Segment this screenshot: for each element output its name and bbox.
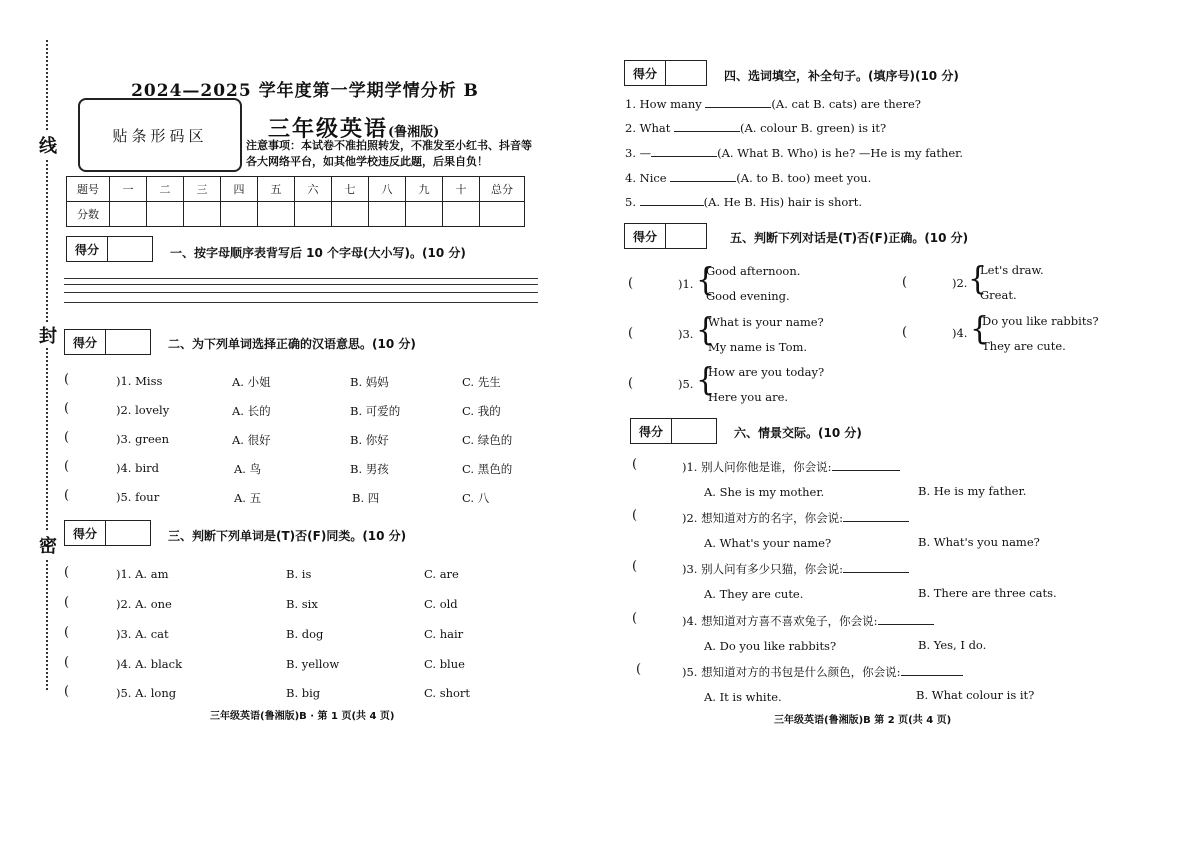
question-option-a: )3. A. cat [116,627,169,641]
option-a: A. What's your name? [704,536,832,550]
answer-paren[interactable]: ( [628,376,634,391]
score-table-header [67,177,525,202]
option-a: A. 长的 [232,404,271,418]
option-c: C. hair [424,627,464,641]
score-cell[interactable] [480,202,525,227]
dialogue-number: )4. [952,326,968,340]
binding-char-feng: 封 [38,322,58,348]
option-c: C. 绿色的 [462,433,513,447]
score-cell[interactable] [406,202,443,227]
fill-item-pre: 5. [625,195,636,209]
dialogue-line-2: Great. [980,288,1017,302]
option-b: B. 妈妈 [350,375,389,389]
exam-title: 2024—2025 学年度第一学期学情分析 B [131,81,479,101]
fill-blank[interactable] [674,131,740,132]
dialogue-line-1: Let's draw. [980,263,1044,277]
option-b: B. He is my father. [918,484,1027,498]
brace-icon: { [970,311,990,348]
fill-item-post: (A. He B. His) hair is short. [703,195,863,209]
score-table-row [67,202,525,227]
score-box-blank[interactable] [106,521,150,545]
writing-line [64,302,538,303]
score-box-label: 得分 [625,61,666,85]
answer-paren[interactable]: ( [64,372,70,387]
situation-text: )2. 想知道对方的名字，你会说: [682,511,843,525]
score-box-blank[interactable] [106,330,150,354]
option-b: B. What's you name? [918,535,1040,549]
option-c: C. 八 [462,491,490,505]
fill-item-post: (A. cat B. cats) are there? [771,97,921,111]
question-option-a: )2. A. one [116,597,172,611]
fill-item-post: (A. What B. Who) is he? —He is my father. [717,146,964,160]
option-a: A. She is my mother. [704,485,825,499]
option-b: B. big [286,686,321,700]
option-c: C. are [424,567,459,581]
answer-paren[interactable]: ( [636,662,642,677]
answer-paren[interactable]: ( [632,611,638,626]
answer-blank[interactable] [832,470,900,471]
right-page [600,0,1200,848]
score-box [630,418,717,444]
score-box-label: 得分 [65,521,106,545]
dialogue-line-1: How are you today? [708,365,825,379]
dialogue-number: )5. [678,377,694,391]
option-a: A. 小姐 [232,375,271,389]
question-option-a: )5. A. long [116,686,177,700]
dialogue-line-2: Good evening. [706,289,790,303]
fill-blank[interactable] [651,156,717,157]
option-a: A. 鸟 [234,462,262,476]
score-header-cell: 题号 [67,177,110,202]
score-box-blank[interactable] [666,224,706,248]
answer-paren[interactable]: ( [902,275,908,290]
fill-item-post: (A. to B. too) meet you. [736,171,872,185]
score-cell[interactable] [295,202,332,227]
page-footer: 三年级英语(鲁湘版)B · 第 1 页(共 4 页) [210,711,395,722]
answer-paren[interactable]: ( [632,457,638,472]
fill-blank[interactable] [705,107,771,108]
answer-paren[interactable]: ( [64,625,70,640]
score-header-cell: 九 [406,177,443,202]
question-number: )2. lovely [116,403,170,417]
fill-item-pre: 3. — [625,146,652,160]
section-4-title: 四、选词填空，补全句子。(填序号)(10 分) [724,69,959,83]
dialogue-line-1: What is your name? [708,315,824,329]
fill-item [625,146,963,160]
fill-item [625,171,871,185]
subject-edition: (鲁湘版) [388,125,440,140]
score-cell[interactable] [258,202,295,227]
option-b: B. 四 [352,491,380,505]
section-6-title: 六、情景交际。(10 分) [734,426,862,440]
subject-name: 三年级英语 [268,116,389,142]
situation-question [682,613,934,629]
section-3-title: 三、判断下列单词是(T)否(F)同类。(10 分) [168,529,407,543]
question-number: )3. green [116,432,169,446]
answer-paren[interactable]: ( [64,459,70,474]
answer-paren[interactable]: ( [628,276,634,291]
fill-item [625,121,886,135]
answer-blank[interactable] [843,572,909,573]
answer-blank[interactable] [843,521,909,522]
answer-paren[interactable]: ( [64,488,70,503]
barcode-label: 贴条形码区 [112,126,208,145]
score-box-blank[interactable] [108,237,152,261]
score-box-label: 得分 [625,224,666,248]
situation-text: )3. 别人问有多少只猫，你会说: [682,562,843,576]
situation-question [682,664,963,680]
option-a: A. 很好 [232,433,271,447]
score-header-cell: 七 [332,177,369,202]
option-b: B. 你好 [350,433,389,447]
option-b: B. yellow [286,657,340,671]
score-table [66,176,525,227]
answer-paren[interactable]: ( [64,401,70,416]
situation-text: )4. 想知道对方喜不喜欢兔子，你会说: [682,614,878,628]
option-a: A. It is white. [704,690,782,704]
score-header-cell: 总分 [480,177,525,202]
fill-item-pre: 1. How many [625,97,702,111]
situation-text: )5. 想知道对方的书包是什么颜色，你会说: [682,665,901,679]
writing-line [64,292,538,293]
fill-item [625,195,862,209]
score-cell[interactable] [369,202,406,227]
score-box [64,520,151,546]
option-c: C. 先生 [462,375,501,389]
situation-question [682,561,909,577]
score-header-cell: 六 [295,177,332,202]
option-c: C. old [424,597,458,611]
brace-icon: { [696,362,716,399]
score-box [66,236,153,262]
answer-paren[interactable]: ( [632,559,638,574]
dialogue-number: )2. [952,276,968,290]
option-a: A. They are cute. [704,587,804,601]
dialogue-line-1: Do you like rabbits? [982,314,1099,328]
fill-item [625,97,921,111]
option-b: B. Yes, I do. [918,638,987,652]
dialogue-line-2: Here you are. [708,390,789,404]
score-box-label: 得分 [631,419,672,443]
option-b: B. is [286,567,312,581]
score-cell[interactable] [184,202,221,227]
situation-text: )1. 别人问你他是谁，你会说: [682,460,832,474]
answer-blank[interactable] [878,624,934,625]
fill-item-post: (A. colour B. green) is it? [740,121,887,135]
score-box [624,60,707,86]
answer-paren[interactable]: ( [64,595,70,610]
brace-icon: { [696,262,716,299]
answer-paren[interactable]: ( [64,565,70,580]
question-option-a: )1. A. am [116,567,169,581]
binding-char-xian: 线 [38,132,58,158]
section-1-title: 一、按字母顺序表背写后 10 个字母(大小写)。(10 分) [170,246,466,260]
option-b: B. six [286,597,318,611]
score-header-cell: 五 [258,177,295,202]
question-number: )1. Miss [116,374,163,388]
score-cell[interactable] [147,202,184,227]
section-2-title: 二、为下列单词选择正确的汉语意思。(10 分) [168,337,416,351]
answer-paren[interactable]: ( [64,430,70,445]
score-row-label: 分数 [67,202,110,227]
answer-paren[interactable]: ( [64,684,70,699]
score-box [624,223,707,249]
page-footer: 三年级英语(鲁湘版)B 第 2 页(共 4 页) [774,715,952,726]
fill-item-pre: 4. Nice [625,171,667,185]
option-b: B. There are three cats. [918,586,1057,600]
barcode-area [78,98,242,172]
brace-icon: { [696,312,716,349]
question-number: )5. four [116,490,160,504]
dialogue-number: )3. [678,327,694,341]
score-header-cell: 二 [147,177,184,202]
score-box-blank[interactable] [672,419,716,443]
writing-line [64,284,538,285]
option-b: B. dog [286,627,324,641]
writing-line [64,278,538,279]
option-b: B. 可爱的 [350,404,401,418]
binding-char-mi: 密 [38,532,58,558]
score-header-cell: 一 [110,177,147,202]
score-header-cell: 四 [221,177,258,202]
score-box-blank[interactable] [666,61,706,85]
brace-icon: { [968,261,988,298]
score-box [64,329,151,355]
dialogue-number: )1. [678,277,694,291]
score-cell[interactable] [443,202,480,227]
answer-paren[interactable]: ( [628,326,634,341]
score-box-label: 得分 [65,330,106,354]
situation-question [682,459,900,475]
score-cell[interactable] [221,202,258,227]
dialogue-line-1: Good afternoon. [706,264,801,278]
situation-question [682,510,909,526]
score-box-label: 得分 [67,237,108,261]
fill-item-pre: 2. What [625,121,671,135]
answer-paren[interactable]: ( [632,508,638,523]
option-c: C. 我的 [462,404,501,418]
option-b: B. What colour is it? [916,688,1035,702]
answer-paren[interactable]: ( [902,325,908,340]
score-cell[interactable] [332,202,369,227]
score-header-cell: 十 [443,177,480,202]
option-c: C. blue [424,657,465,671]
option-a: A. 五 [234,491,262,505]
fill-blank[interactable] [640,205,704,206]
fill-blank[interactable] [670,181,736,182]
dialogue-line-2: My name is Tom. [708,340,808,354]
option-b: B. 男孩 [350,462,389,476]
score-header-cell: 八 [369,177,406,202]
option-a: A. Do you like rabbits? [704,639,837,653]
notice-text: 注意事项：本试卷不准拍照转发，不准发至小红书、抖音等各大网络平台，如其他学校违反此题，后果自负！ [246,139,532,168]
answer-blank[interactable] [901,675,963,676]
score-header-cell: 三 [184,177,221,202]
section-5-title: 五、判断下列对话是(T)否(F)正确。(10 分) [730,231,969,245]
question-option-a: )4. A. black [116,657,183,671]
answer-paren[interactable]: ( [64,655,70,670]
question-number: )4. bird [116,461,160,475]
dialogue-line-2: They are cute. [982,339,1066,353]
option-c: C. 黑色的 [462,462,513,476]
score-cell[interactable] [110,202,147,227]
option-c: C. short [424,686,471,700]
